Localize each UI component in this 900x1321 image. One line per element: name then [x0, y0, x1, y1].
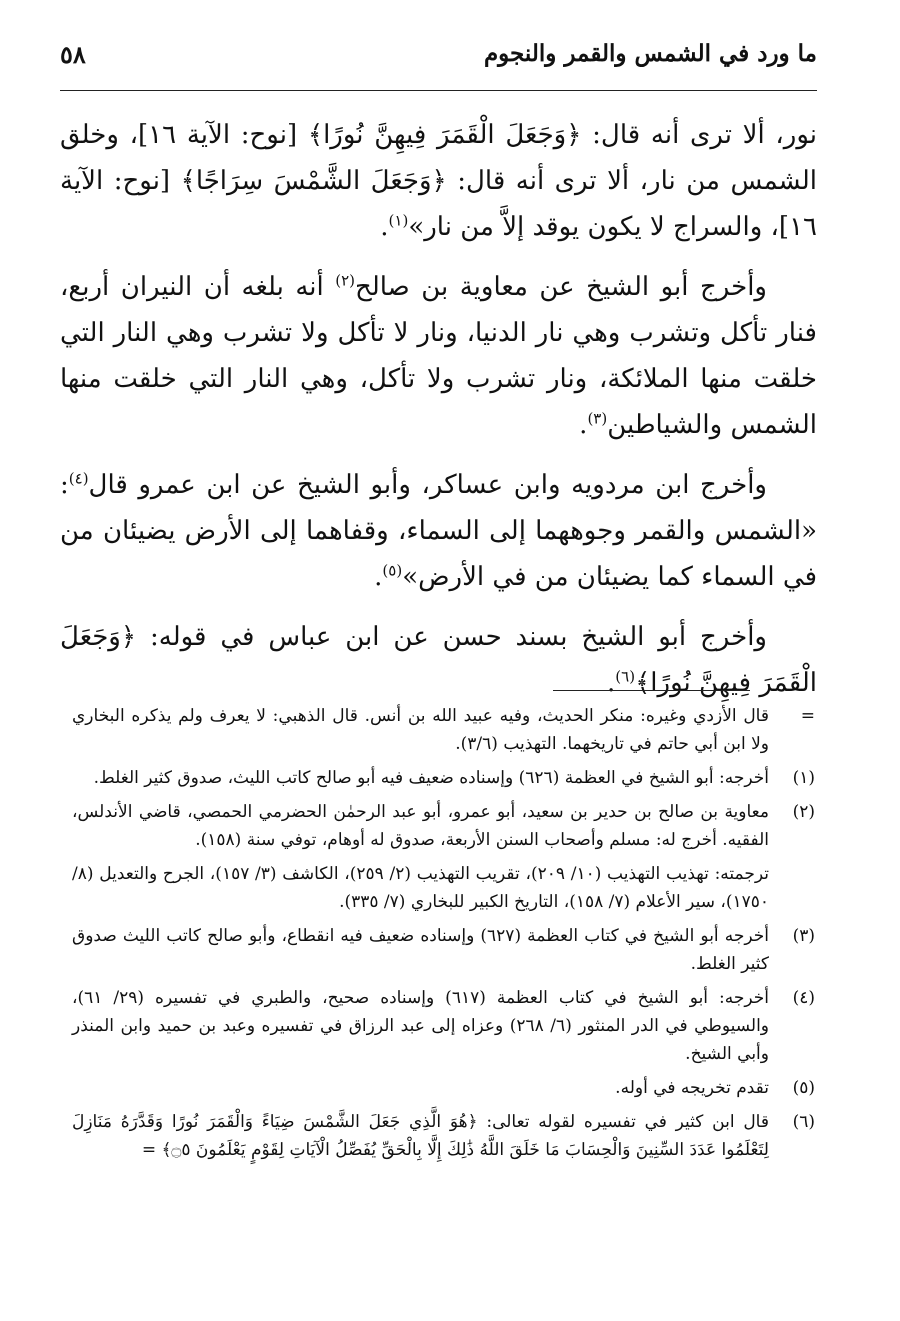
paragraph-1	[60, 112, 817, 250]
p1-text-2: [نوح: الآية ١٦]، وخلق الشمس من نار، ألا ترى أنه قال:	[60, 120, 817, 196]
p2-text-1: وأخرج أبو الشيخ عن معاوية بن صالح	[355, 272, 767, 302]
footnote-text: معاوية بن صالح بن حدير بن سعيد، أبو عمرو، أبو عبد الرحمٰن الحضرمي الحمصي، قاضي الأندلس، الفقيه. أخرج له: مسلم وأصحاب السنن الأربعة، صدوق له أوهام، توفي سنة (١٥٨).	[72, 802, 769, 850]
p4-quran-1: ﴿وَجَعَلَ الْقَمَرَ فِيهِنَّ نُورًا﴾	[60, 622, 817, 698]
p2-text-3: .	[579, 410, 588, 440]
footnote-ref-1[interactable]: (١)	[388, 211, 409, 230]
footnote-marker: (١)	[792, 768, 815, 788]
footnote-marker: (٤)	[792, 988, 815, 1008]
p3-text-3: .	[374, 562, 383, 592]
footnote-marker: (٥)	[792, 1078, 815, 1098]
footnote-2	[72, 798, 815, 916]
footnote-marker: (٣)	[792, 926, 815, 946]
footnote-ref-3[interactable]: (٣)	[587, 409, 608, 428]
paragraph-4	[60, 614, 817, 706]
paragraph-3	[60, 462, 817, 600]
main-text	[60, 112, 817, 720]
footnote-marker: (٢)	[792, 802, 815, 822]
footnote-marker: (٦)	[792, 1112, 815, 1132]
p1-quran-2: ﴿وَجَعَلَ الشَّمْسَ سِرَاجًا﴾	[180, 166, 447, 196]
page-header	[60, 34, 817, 91]
footnote-1	[72, 764, 815, 792]
paragraph-2	[60, 264, 817, 448]
footnote-3	[72, 922, 815, 978]
footnote-text: تقدم تخريجه في أوله.	[615, 1078, 769, 1098]
p1-text-4: .	[380, 212, 389, 242]
footnote-body	[72, 798, 769, 916]
p1-text-3: [نوح: الآية ١٦]، والسراج لا يكون يوقد إلاَّ من نار»	[60, 166, 817, 242]
footnote-ref-2[interactable]: (٢)	[335, 271, 356, 290]
footnotes	[72, 702, 815, 1170]
page-number: ٥٨	[60, 40, 86, 69]
footnote-subtext: ترجمته: تهذيب التهذيب (١٠/ ٢٠٩)، تقريب التهذيب (٢/ ٢٥٩)، الكاشف (٣/ ١٥٧)، الجرح والتعديل (٨/ ١٧٥٠)، سير الأعلام (٧/ ١٥٨)، التاريخ الكبير للبخاري (٧/ ٣٣٥).	[72, 864, 769, 912]
footnote-ref-5[interactable]: (٥)	[382, 561, 403, 580]
footnote-4	[72, 984, 815, 1068]
footnote-marker: =	[800, 706, 815, 726]
footnote-ref-4[interactable]: (٤)	[68, 469, 89, 488]
running-title: ما ورد في الشمس والقمر والنجوم	[483, 40, 817, 67]
p3-text-2: : «الشمس والقمر وجوههما إلى السماء، وقفاهما إلى الأرض يضيئان من في السماء كما يضيئان من في الأرض»	[60, 470, 817, 592]
footnote-text: قال الأزدي وغيره: منكر الحديث، وفيه عبيد الله بن أنس. قال الذهبي: لا يعرف ولم يذكره البخاري ولا ابن أبي حاتم في تاريخهما. التهذيب (٣/٦).	[72, 706, 769, 754]
p4-text-1: وأخرج أبو الشيخ بسند حسن عن ابن عباس في قوله:	[136, 622, 767, 652]
p1-text-1: نور، ألا ترى أنه قال:	[581, 120, 818, 150]
footnote-text: أخرجه أبو الشيخ في كتاب العظمة (٦٢٧) وإسناده ضعيف فيه انقطاع، وأبو صالح كاتب الليث صدوق كثير الغلط.	[72, 926, 769, 974]
p1-quran-1: ﴿وَجَعَلَ الْقَمَرَ فِيهِنَّ نُورًا﴾	[307, 120, 582, 150]
p3-text-1: وأخرج ابن مردويه وابن عساكر، وأبو الشيخ عن ابن عمرو قال	[88, 470, 767, 500]
footnote-continuation	[72, 702, 815, 758]
footnote-5	[72, 1074, 815, 1102]
footnote-text: أخرجه: أبو الشيخ في العظمة (٦٢٦) وإسناده ضعيف فيه أبو صالح كاتب الليث، صدوق كثير الغلط.	[93, 768, 769, 788]
footnote-6	[72, 1108, 815, 1164]
p4-text-2: .	[607, 668, 616, 698]
footnote-text: أخرجه: أبو الشيخ في كتاب العظمة (٦١٧) وإسناده صحيح، والطبري في تفسيره (٢٩/ ٦١)، والسيوطي في الدر المنثور (٦/ ٢٦٨) وعزاه إلى عبد الرزاق في تفسيره وعبد بن حميد وابن المنذر وأبي الشيخ.	[72, 988, 770, 1064]
p2-text-2: أنه بلغه أن النيران أربع، فنار تأكل وتشرب وهي نار الدنيا، ونار لا تأكل ولا تشرب وهي النار التي خلقت منها الملائكة، ونار تشرب ولا تأكل، وهي النار التي خلقت منها الشمس والشياطين	[60, 272, 817, 440]
footnote-ref-6[interactable]: (٦)	[615, 667, 636, 686]
footnote-text: قال ابن كثير في تفسيره لقوله تعالى: ﴿هُوَ الَّذِي جَعَلَ الشَّمْسَ ضِيَاءً وَالْقَمَرَ نُورًا وَقَدَّرَهُ مَنَازِلَ لِتَعْلَمُوا عَدَدَ السِّنِينَ وَالْحِسَابَ مَا خَلَقَ اللَّهُ ذَٰلِكَ إِلَّا بِالْحَقِّ يُفَصِّلُ الْآيَاتِ لِقَوْمٍ يَعْلَمُونَ ۝٥﴾ =	[72, 1112, 769, 1160]
footnote-divider	[553, 690, 750, 691]
